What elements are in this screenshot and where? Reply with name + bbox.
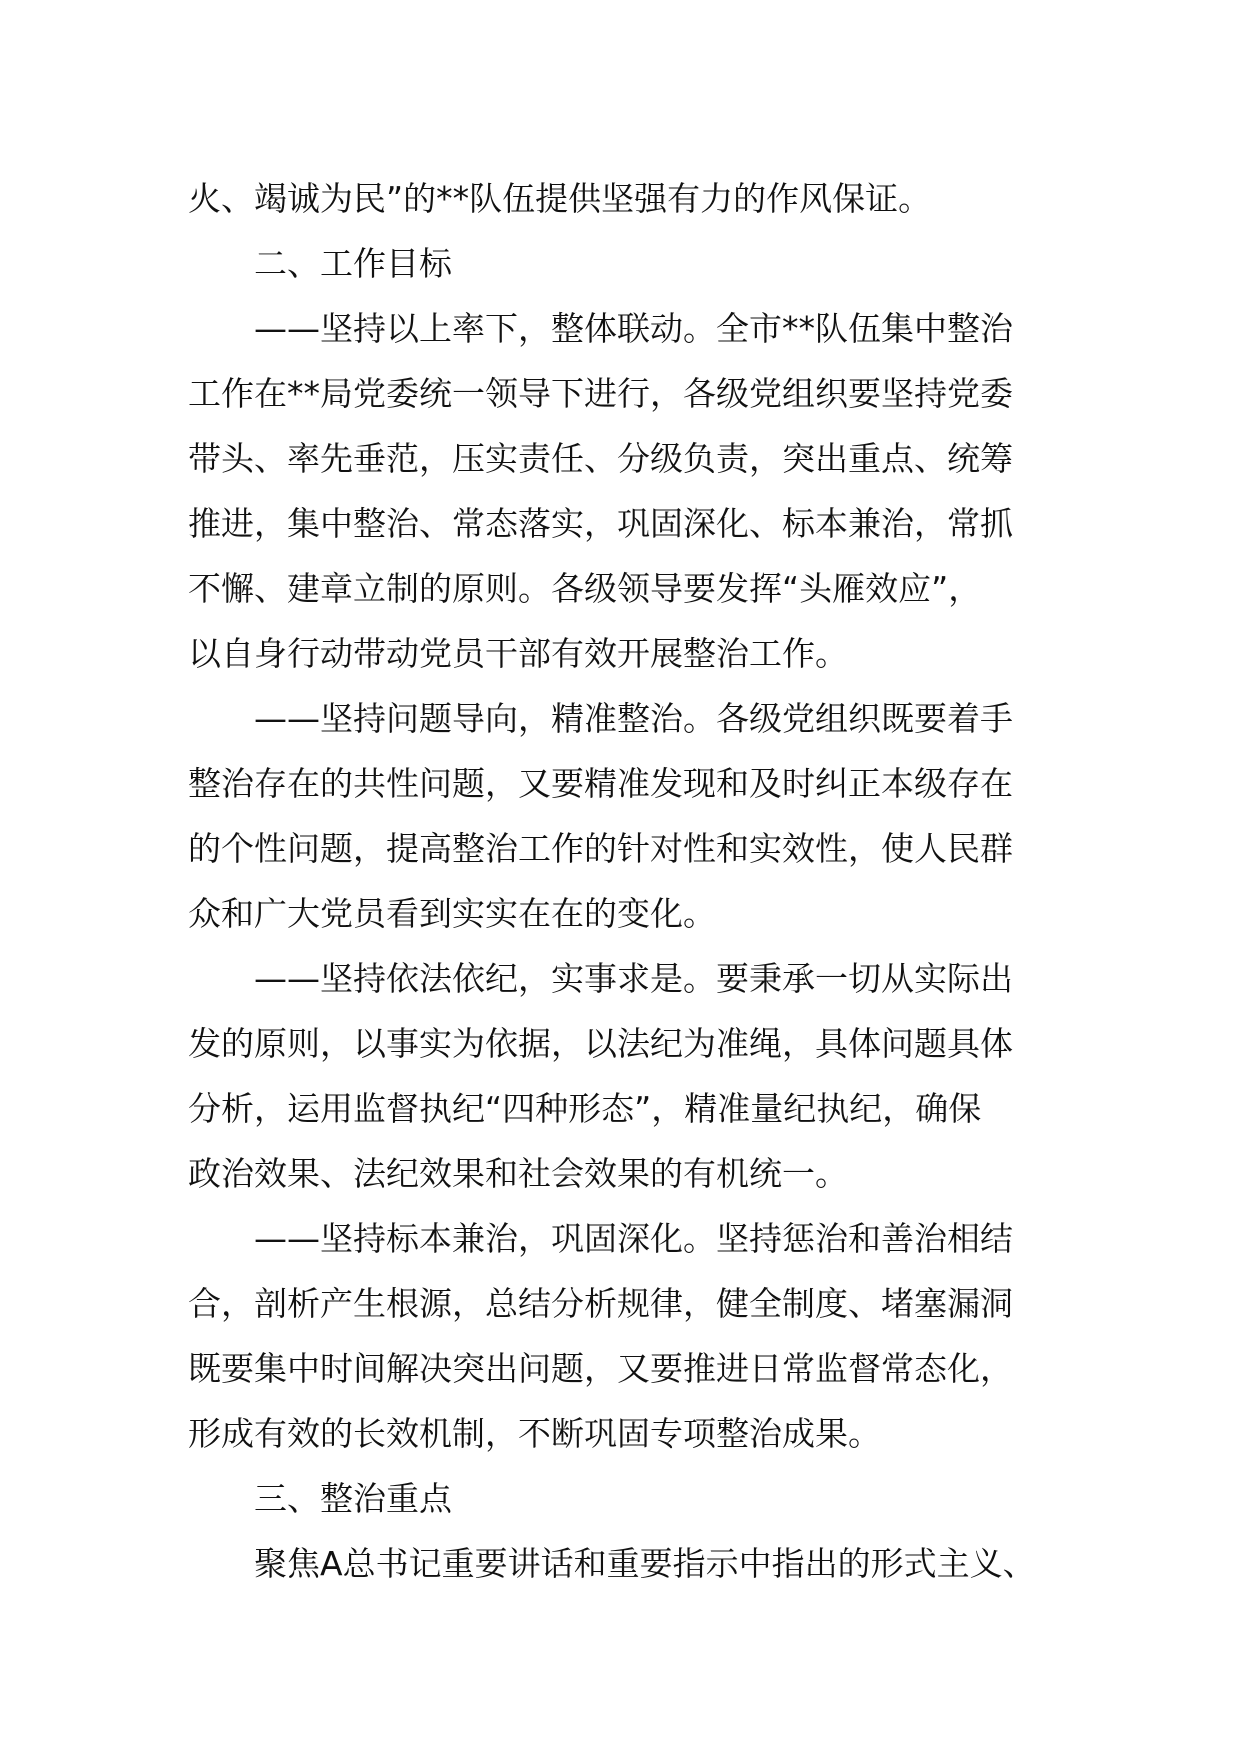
text-line: ——坚持问题导向，精准整治。各级党组织既要着手	[254, 699, 1013, 738]
text-line: ——坚持依法依纪，实事求是。要秉承一切从实际出	[254, 959, 1013, 998]
text-line: 的个性问题，提高整治工作的针对性和实效性，使人民群	[188, 829, 1013, 868]
text-line: 发的原则，以事实为依据，以法纪为准绳，具体问题具体	[188, 1024, 1013, 1063]
text-line: 工作在**局党委统一领导下进行，各级党组织要坚持党委	[188, 374, 1013, 413]
text-line: ——坚持标本兼治，巩固深化。坚持惩治和善治相结	[254, 1219, 1013, 1258]
text-line: 众和广大党员看到实实在在的变化。	[188, 894, 716, 933]
text-line: 以自身行动带动党员干部有效开展整治工作。	[188, 634, 848, 673]
text-line: ——坚持以上率下，整体联动。全市**队伍集中整治	[254, 309, 1013, 348]
document-body	[188, 166, 1058, 1596]
text-line: 形成有效的长效机制，不断巩固专项整治成果。	[188, 1414, 881, 1453]
section-heading-goals: 二、工作目标	[254, 244, 452, 283]
section-heading-focus: 三、整治重点	[254, 1479, 452, 1518]
text-line: 带头、率先垂范，压实责任、分级负责，突出重点、统筹	[188, 439, 1013, 478]
text-line: 既要集中时间解决突出问题，又要推进日常监督常态化，	[188, 1349, 1013, 1388]
text-line: 推进，集中整治、常态落实，巩固深化、标本兼治，常抓	[188, 504, 1013, 543]
text-line: 合，剖析产生根源，总结分析规律，健全制度、堵塞漏洞	[188, 1284, 1013, 1323]
text-line: 聚焦A总书记重要讲话和重要指示中指出的形式主义、	[254, 1544, 1036, 1583]
text-line: 火、竭诚为民”的**队伍提供坚强有力的作风保证。	[188, 179, 932, 218]
text-line: 不懈、建章立制的原则。各级领导要发挥“头雁效应”，	[188, 569, 982, 608]
text-line: 整治存在的共性问题，又要精准发现和及时纠正本级存在	[188, 764, 1013, 803]
text-line: 政治效果、法纪效果和社会效果的有机统一。	[188, 1154, 848, 1193]
text-line: 分析，运用监督执纪“四种形态”，精准量纪执纪，确保	[188, 1089, 982, 1128]
